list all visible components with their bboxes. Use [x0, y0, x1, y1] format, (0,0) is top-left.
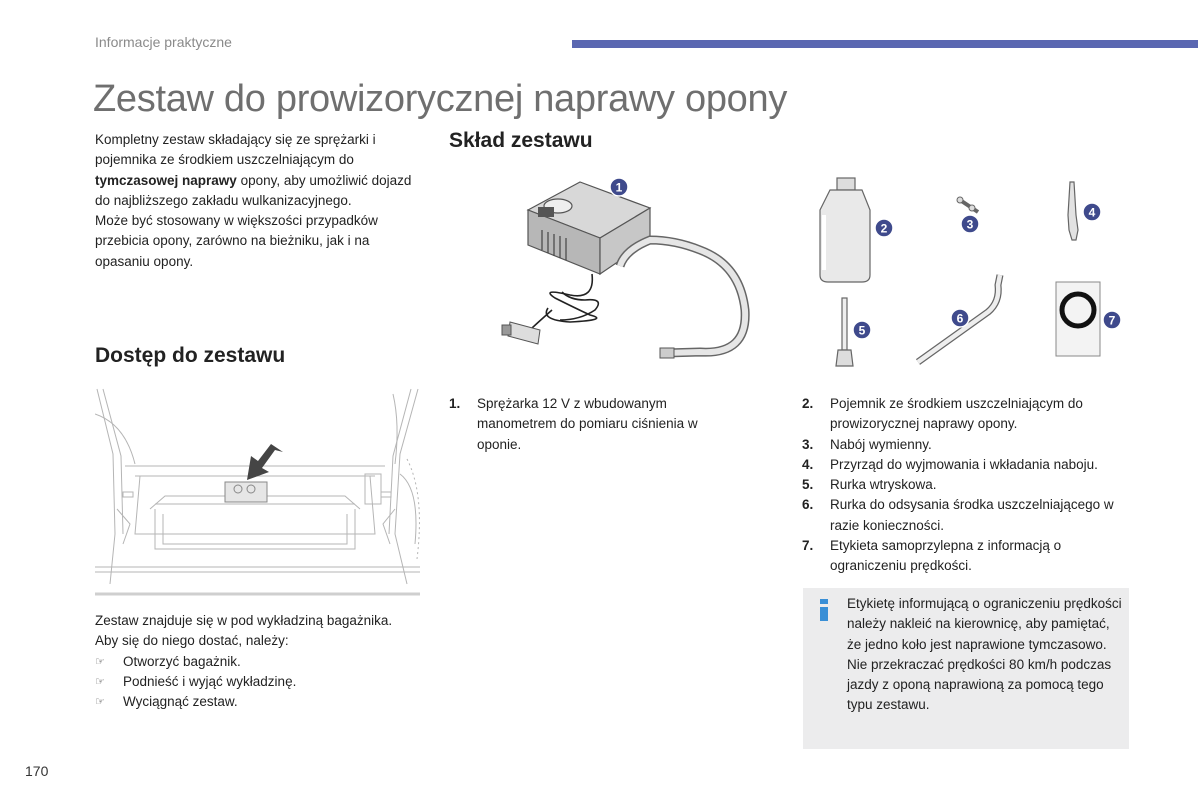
kit-heading: Skład zestawu — [449, 129, 593, 152]
info-box — [803, 588, 1129, 749]
section-label: Informacje praktyczne — [95, 34, 232, 50]
access-heading: Dostęp do zestawu — [95, 344, 286, 367]
list-item-number: 2. — [802, 396, 814, 411]
list-item — [449, 394, 739, 455]
info-paragraph-2: Nie przekraczać prędkości 80 km/h podczas jazdy z oponą naprawioną za pomocą tego typu zestawu. — [847, 656, 1112, 713]
compressor-illustration — [500, 170, 760, 370]
access-step — [95, 672, 395, 692]
list-item — [802, 455, 1137, 475]
list-item-text: Etykieta samoprzylepna z informacją o ograniczeniu prędkości. — [830, 538, 1062, 574]
callout-1: 1 — [615, 180, 623, 195]
intro-text-1: Kompletny zestaw składający się ze sprężarki i pojemnika ze środkiem uszczelniającym do — [95, 132, 376, 168]
access-step-text: Podnieść i wyjąć wykładzinę. — [123, 673, 297, 689]
callout-3: 3 — [966, 217, 974, 232]
access-line-2: Aby się do niego dostać, należy: — [95, 633, 289, 649]
access-step-text: Otworzyć bagażnik. — [123, 653, 241, 669]
list-item-number: 5. — [802, 477, 814, 493]
intro-paragraph — [95, 130, 425, 272]
list-item — [802, 394, 1137, 435]
list-item — [802, 475, 1137, 495]
callout-2: 2 — [880, 221, 888, 236]
list-item-number: 4. — [802, 456, 814, 472]
list-item — [802, 536, 1137, 577]
list-item-text: Przyrząd do wyjmowania i wkładania naboju. — [830, 456, 1098, 472]
list-item-number: 6. — [802, 497, 814, 513]
trunk-illustration — [95, 384, 420, 602]
info-text — [847, 594, 1122, 716]
intro-bold: tymczasowej naprawy — [95, 172, 237, 188]
callout-7: 7 — [1108, 313, 1116, 328]
list-item — [802, 435, 1137, 455]
page-title: Zestaw do prowizorycznej naprawy opony — [93, 78, 788, 120]
intro-text-3: Może być stosowany w większości przypadków przebicia opony, zarówno na bieżniku, jak i na opasaniu opony. — [95, 213, 378, 269]
kit-list-right — [802, 394, 1137, 577]
list-item-text: Nabój wymienny. — [830, 436, 932, 452]
list-item-text: Sprężarka 12 V z wbudowanym manometrem do pomiaru ciśnienia w oponie. — [477, 396, 698, 452]
access-step — [95, 692, 395, 712]
info-paragraph-1: Etykietę informującą o ograniczeniu prędkości należy nakleić na kierownicę, aby pamiętać, że jedno koło jest naprawione tymczasowo. — [847, 596, 1122, 652]
header-bar — [572, 40, 1198, 48]
pointing-hand-icon: ☞ — [95, 655, 105, 668]
kit-parts-illustration — [800, 170, 1140, 370]
info-icon — [816, 598, 832, 622]
list-item-number: 3. — [802, 436, 814, 452]
intro-text-2: opony, aby umożliwić dojazd do najbliższego zakładu wulkanizacyjnego. — [95, 172, 412, 208]
access-step-text: Wyciągnąć zestaw. — [123, 694, 238, 710]
list-item-number: 1. — [449, 396, 461, 411]
pointing-hand-icon: ☞ — [95, 696, 105, 709]
list-item-text: Pojemnik ze środkiem uszczelniającym do prowizorycznej naprawy opony. — [830, 396, 1083, 432]
callout-5: 5 — [858, 323, 866, 338]
callout-6: 6 — [956, 311, 964, 326]
access-line-1: Zestaw znajduje się w pod wykładziną bagażnika. — [95, 613, 393, 628]
access-step — [95, 652, 395, 672]
page-number: 170 — [25, 763, 49, 779]
pointing-hand-icon: ☞ — [95, 675, 105, 688]
callout-4: 4 — [1088, 205, 1096, 220]
list-item-text: Rurka wtryskowa. — [830, 477, 937, 493]
kit-list-left — [449, 394, 739, 455]
access-text — [95, 611, 395, 712]
list-item-number: 7. — [802, 538, 814, 554]
list-item — [802, 495, 1137, 536]
list-item-text: Rurka do odsysania środka uszczelniającego w razie konieczności. — [830, 497, 1114, 533]
